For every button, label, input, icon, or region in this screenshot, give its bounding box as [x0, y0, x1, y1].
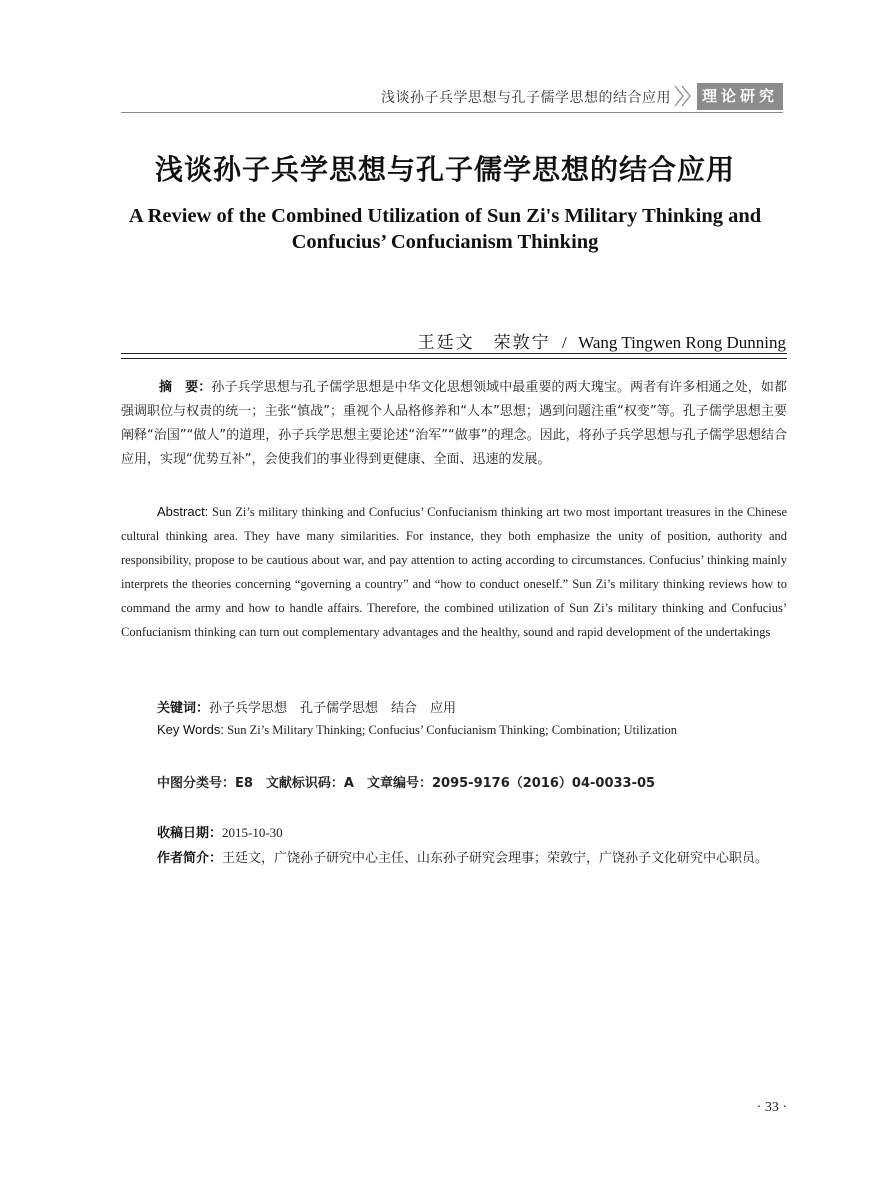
- author-bio-text: 王廷文，广饶孙子研究中心主任、山东孙子研究会理事；荣敦宁，广饶孙子文化研究中心职员。: [222, 851, 769, 866]
- received-date: [157, 822, 283, 841]
- abstract-chinese: [121, 376, 787, 472]
- keywords-english-text: Sun Zi’s Military Thinking; Confucius’ Confucianism Thinking; Combination; Utilization: [227, 723, 678, 737]
- keywords-english: [157, 722, 677, 738]
- page-number: · 33 ·: [756, 1100, 787, 1115]
- abstract-english-text: Sun Zi’s military thinking and Confucius’ Confucianism thinking art two most important treasures in the Chinese cultural thinking area. They have many similarities. For instance, they both emphasize the unity of position, authority and responsibility, propose to be cautious about war, and pay attention to acting according to circumstances. Confucius’ thinking mainly interprets the theories concerning “governing a country” and “how to conduct oneself.” Sun Zi’s military thinking reviews how to command the army and how to handle affairs. Therefore, the combined utilization of Sun Zi’s military thinking and Confucius’ Confucianism thinking can turn out complementary advantages and the healthy, sound and rapid development of the undertakings: [121, 505, 788, 639]
- author-bio: [157, 847, 768, 866]
- running-header: [121, 82, 783, 113]
- author-line: [418, 328, 786, 353]
- keywords-chinese-text: 孙子兵学思想 孔子儒学思想 结合 应用: [209, 701, 457, 716]
- classification-line: 中图分类号：E8 文献标识码：A 文章编号：2095-9176（2016）04-0033-05: [157, 776, 656, 791]
- abstract-english-label: Abstract:: [157, 504, 209, 519]
- keywords-chinese: [157, 697, 456, 716]
- title-english-line-1: A Review of the Combined Utilization of Sun Zi's Military Thinking and: [128, 205, 762, 227]
- running-title: 浅谈孙子兵学思想与孔子儒学思想的结合应用: [381, 90, 671, 106]
- title-chinese: 浅谈孙子兵学思想与孔子儒学思想的结合应用: [154, 153, 735, 186]
- divider-rule-thick: [121, 353, 787, 354]
- received-date-label: 收稿日期：: [157, 826, 223, 841]
- keywords-chinese-label: 关键词：: [157, 701, 210, 716]
- author-bio-label: 作者简介：: [157, 851, 223, 866]
- divider-rule-thin: [121, 358, 787, 359]
- abstract-chinese-label: 摘 要：: [159, 380, 212, 395]
- keywords-english-label: Key Words:: [157, 722, 224, 737]
- abstract-english: [121, 500, 787, 644]
- abstract-chinese-text: 孙子兵学思想与孔子儒学思想是中华文化思想领域中最重要的两大瑰宝。两者有许多相通之处，如都强调职位与权责的统一；主张“慎战”；重视个人品格修养和“人本”思想；遇到问题注重“权变”等。孔子儒学思想主要阐释“治国”“做人”的道理，孙子兵学思想主要论述“治军”“做事”的理念。因此，将孙子兵学思想与孔子儒学思想结合应用，实现“优势互补”，会使我们的事业得到更健康、全面、迅速的发展。: [121, 380, 787, 467]
- authors-separator: /: [562, 333, 567, 352]
- authors-chinese: 王廷文 荣敦宁: [417, 333, 551, 353]
- title-english-line-2: Confucius’ Confucianism Thinking: [291, 231, 599, 253]
- section-badge: 理论研究: [697, 83, 783, 110]
- double-chevron-icon: [673, 84, 695, 108]
- received-date-value: 2015-10-30: [222, 825, 283, 840]
- authors-english: Wang Tingwen Rong Dunning: [578, 333, 786, 352]
- title-english: [100, 203, 790, 255]
